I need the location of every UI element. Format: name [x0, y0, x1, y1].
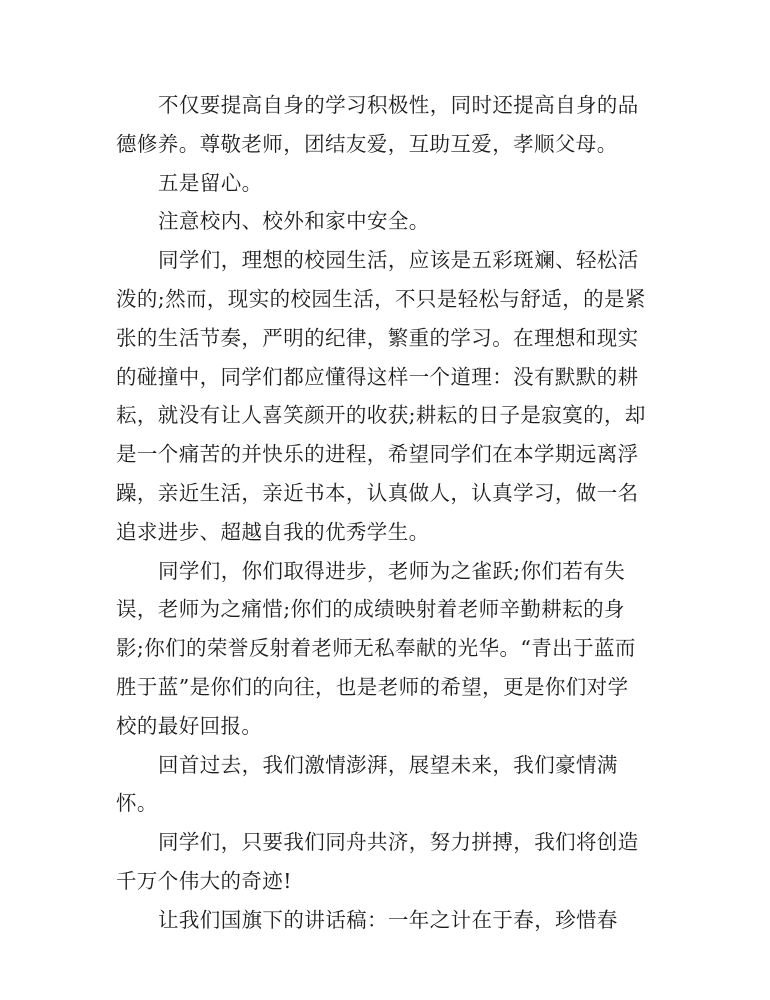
paragraph-safety: 注意校内、校外和家中安全。 — [158, 209, 430, 234]
paragraph-moral-cultivation: 不仅要提高自身的学习积极性，同时还提高自身的品德修养。尊敬老师，团结友爱，互助互爱，孝顺父母。 — [116, 93, 639, 156]
paragraph-point-five: 五是留心。 — [158, 170, 263, 195]
paragraph-teachers: 同学们，你们取得进步，老师为之雀跃;你们若有失误，老师为之痛惜;你们的成绩映射着老师辛勤耕耘的身影;你们的荣誉反射着老师无私奉献的光华。“青出于蓝而胜于蓝”是你们的向往，也是老师的希望，更是你们对学校的最好回报。 — [116, 558, 636, 738]
paragraph-campus-life: 同学们，理想的校园生活，应该是五彩斑斓、轻松活泼的;然而，现实的校园生活，不只是轻松与舒适，的是紧张的生活节奏，严明的纪律，繁重的学习。在理想和现实的碰撞中，同学们都应懂得这样一个道理：没有默默的耕耘，就没有让人喜笑颜开的收获;耕耘的日子是寂寞的，却是一个痛苦的并快乐的进程，希望同学们在本学期远离浮躁，亲近生活，亲近书本，认真做人，认真学习，做一名追求进步、超越自我的优秀学生。 — [116, 248, 646, 544]
paragraph-working-together: 同学们，只要我们同舟共济，努力拼搏，我们将创造千万个伟大的奇迹! — [116, 830, 639, 893]
paragraph-looking-back: 回首过去，我们激情澎湃，展望未来，我们豪情满怀。 — [116, 752, 618, 816]
document-body — [116, 86, 646, 940]
paragraph-speech-title: 让我们国旗下的讲话稿：一年之计在于春，珍惜春 — [158, 907, 618, 932]
